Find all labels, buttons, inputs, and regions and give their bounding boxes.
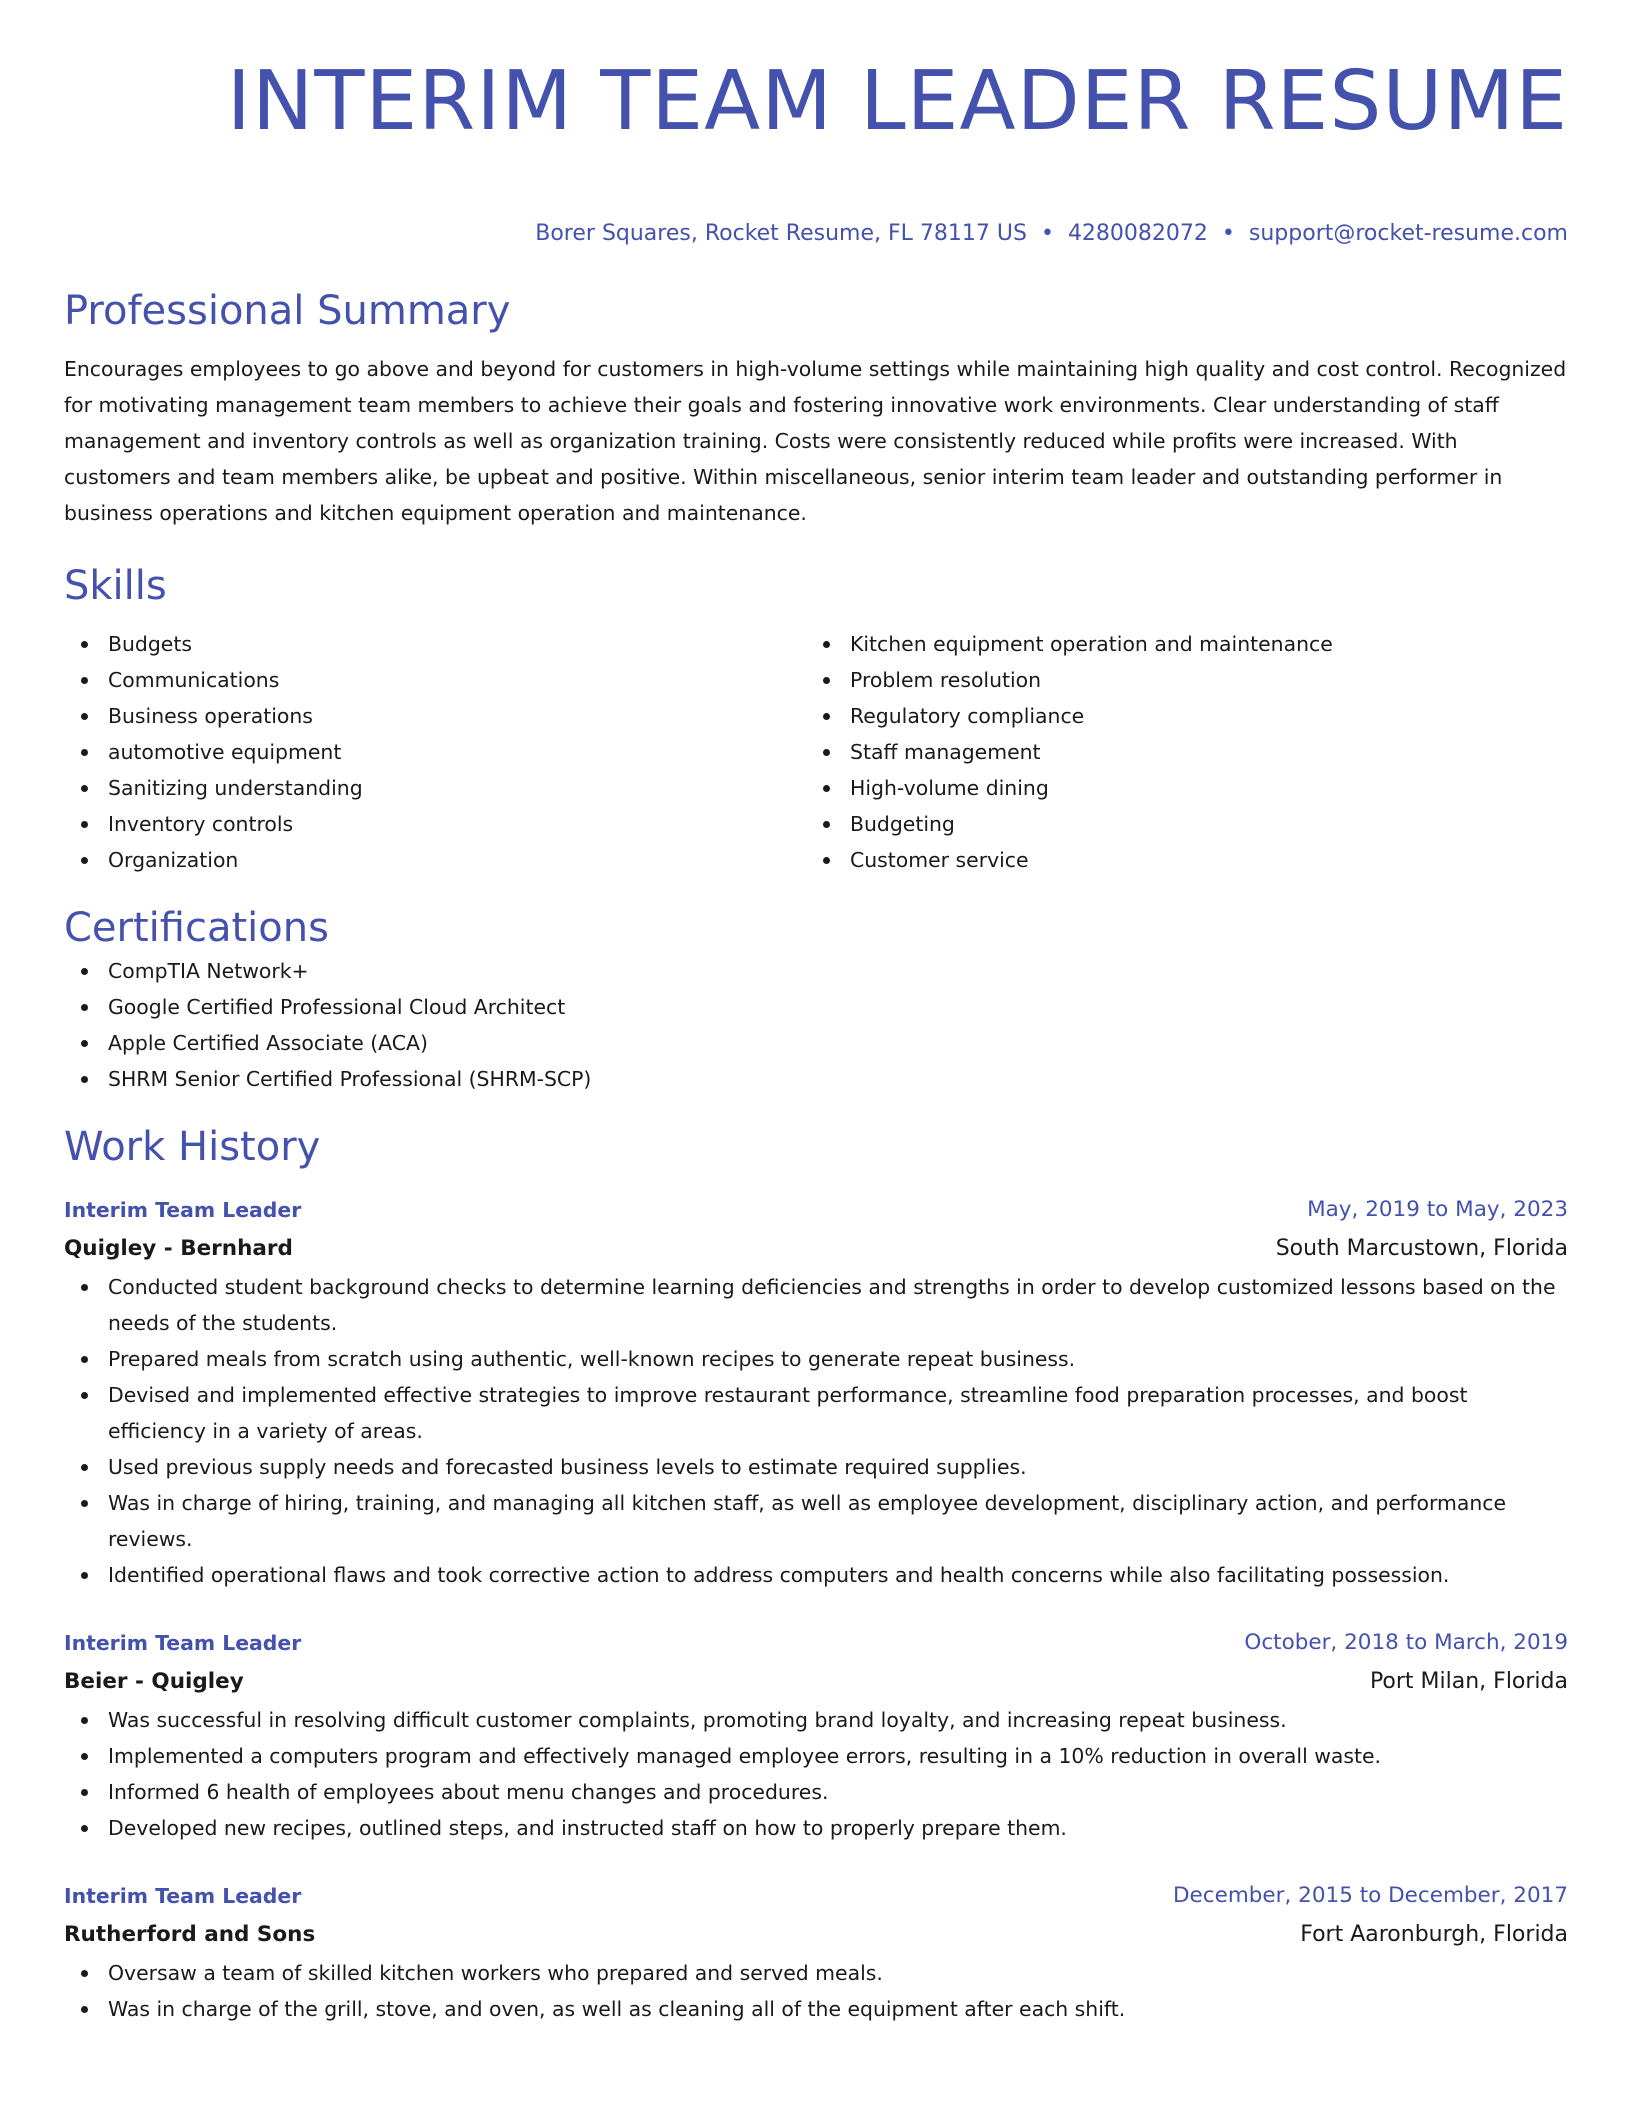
certifications-list	[64, 953, 1568, 1097]
job-company: Quigley - Bernhard	[64, 1236, 293, 1261]
job-dates: October, 2018 to March, 2019	[1244, 1630, 1568, 1655]
job-duty: Developed new recipes, outlined steps, and instructed staff on how to properly prepare them.	[64, 1810, 1568, 1846]
job-duty: Was in charge of the grill, stove, and oven, as well as cleaning all of the equipment after each shift.	[64, 1991, 1568, 2027]
skill-item: Customer service	[806, 842, 1548, 878]
job-entry	[64, 1624, 1568, 1846]
skill-item: Communications	[64, 662, 806, 698]
job-company: Rutherford and Sons	[64, 1922, 316, 1947]
job-duty: Used previous supply needs and forecasted business levels to estimate required supplies.	[64, 1449, 1568, 1485]
skill-item: Inventory controls	[64, 806, 806, 842]
job-location: Fort Aaronburgh, Florida	[1300, 1922, 1568, 1947]
resume-page	[64, 0, 1568, 2027]
skill-item: Sanitizing understanding	[64, 770, 806, 806]
job-duty: Was successful in resolving difficult customer complaints, promoting brand loyalty, and increasing repeat business.	[64, 1702, 1568, 1738]
job-entry	[64, 1191, 1568, 1593]
job-title: Interim Team Leader	[64, 1884, 302, 1908]
certification-item: Google Certified Professional Cloud Architect	[64, 989, 1568, 1025]
job-duty: Conducted student background checks to determine learning deficiencies and strengths in order to develop customized lessons based on the needs of the students.	[64, 1269, 1568, 1341]
job-duty: Devised and implemented effective strategies to improve restaurant performance, streamline food preparation processes, and boost efficiency in a variety of areas.	[64, 1377, 1568, 1449]
skills-left-list	[64, 626, 806, 878]
skill-item: Budgets	[64, 626, 806, 662]
skill-item: Kitchen equipment operation and maintenance	[806, 626, 1548, 662]
job-duties-list	[64, 1955, 1568, 2027]
skill-item: automotive equipment	[64, 734, 806, 770]
skills-grid	[64, 626, 1568, 878]
job-duty: Was in charge of hiring, training, and managing all kitchen staff, as well as employee development, disciplinary action, and performance reviews.	[64, 1485, 1568, 1557]
skill-item: Organization	[64, 842, 806, 878]
work-history-heading: Work History	[64, 1124, 321, 1170]
job-company-row	[64, 1662, 1568, 1702]
job-duty: Identified operational flaws and took corrective action to address computers and health concerns while also facilitating possession.	[64, 1557, 1568, 1593]
skill-item: Business operations	[64, 698, 806, 734]
job-entry	[64, 1877, 1568, 2027]
job-header-row	[64, 1191, 1568, 1229]
skill-item: Budgeting	[806, 806, 1548, 842]
job-dates: May, 2019 to May, 2023	[1307, 1197, 1568, 1222]
job-duty: Prepared meals from scratch using authentic, well-known recipes to generate repeat business.	[64, 1341, 1568, 1377]
skill-item: Problem resolution	[806, 662, 1548, 698]
contact-email: support@rocket-resume.com	[1248, 221, 1568, 246]
summary-heading: Professional Summary	[64, 288, 511, 334]
job-company: Beier - Quigley	[64, 1669, 244, 1694]
job-location: Port Milan, Florida	[1369, 1669, 1568, 1694]
contact-phone: 4280082072	[1067, 221, 1208, 246]
contact-line	[64, 221, 1568, 247]
job-duty: Implemented a computers program and effectively managed employee errors, resulting in a 10% reduction in overall waste.	[64, 1738, 1568, 1774]
contact-separator: •	[1040, 221, 1054, 246]
summary-text: Encourages employees to go above and beyond for customers in high-volume settings while maintaining high quality and cost control. Recognized for motivating management team members to achieve their goals and fostering innovative work environments. Clear understanding of staff management and inventory controls as well as organization training. Costs were consistently reduced while profits were increased. With customers and team members alike, be upbeat and positive. Within miscellaneous, senior interim team leader and outstanding performer in business operations and kitchen equipment operation and maintenance.	[64, 357, 1567, 525]
job-title: Interim Team Leader	[64, 1631, 302, 1655]
certification-item: SHRM Senior Certified Professional (SHRM-SCP)	[64, 1061, 1568, 1097]
skills-right-list	[806, 626, 1548, 878]
contact-address: Borer Squares, Rocket Resume, FL 78117 US	[535, 221, 1027, 246]
job-company-row	[64, 1915, 1568, 1955]
certifications-heading: Certifications	[64, 905, 329, 951]
job-duty: Informed 6 health of employees about menu changes and procedures.	[64, 1774, 1568, 1810]
skill-item: Regulatory compliance	[806, 698, 1548, 734]
certification-item: Apple Certified Associate (ACA)	[64, 1025, 1568, 1061]
job-duties-list	[64, 1269, 1568, 1593]
skill-item: High-volume dining	[806, 770, 1548, 806]
certification-item: CompTIA Network+	[64, 953, 1568, 989]
job-duty: Oversaw a team of skilled kitchen workers who prepared and served meals.	[64, 1955, 1568, 1991]
job-header-row	[64, 1877, 1568, 1915]
contact-separator: •	[1221, 221, 1235, 246]
job-duties-list	[64, 1702, 1568, 1846]
job-company-row	[64, 1229, 1568, 1269]
skills-heading: Skills	[64, 563, 167, 609]
job-dates: December, 2015 to December, 2017	[1173, 1883, 1568, 1908]
job-header-row	[64, 1624, 1568, 1662]
job-title: Interim Team Leader	[64, 1198, 302, 1222]
resume-title: INTERIM TEAM LEADER RESUME	[226, 54, 1568, 149]
skill-item: Staff management	[806, 734, 1548, 770]
job-location: South Marcustown, Florida	[1275, 1236, 1568, 1261]
